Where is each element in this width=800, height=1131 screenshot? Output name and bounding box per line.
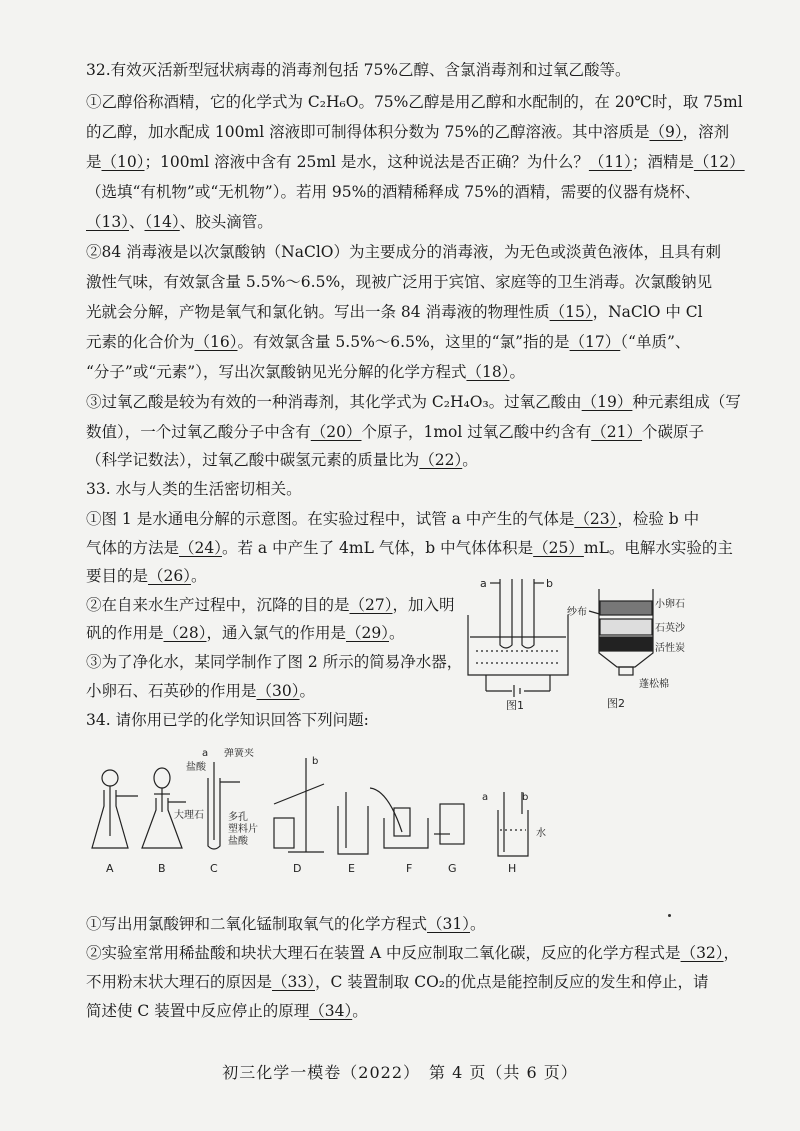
label-g: G xyxy=(448,862,457,875)
speck xyxy=(668,914,671,917)
text: 数值），一个过氧乙酸分子中含有 xyxy=(86,423,311,441)
blank-20: （20） xyxy=(310,423,362,441)
text: 光就会分解，产物是氧气和氯化钠。写出一条 84 消毒液的物理性质 xyxy=(86,303,550,321)
tube-f xyxy=(370,788,402,832)
text: ，C 装置制取 CO₂的优点是能控制反应的发生和停止，请 xyxy=(315,973,709,991)
blank-26: （26） xyxy=(148,567,191,585)
text: 个原子，1mol 过氧乙酸中约含有 xyxy=(361,423,592,441)
blank-13: （13） xyxy=(86,213,129,231)
q32-p1-line1: ①乙醇俗称酒精，它的化学式为 C₂H₆O。75%乙醇是用乙醇和水配制的，在 20℃时，取 75ml xyxy=(86,93,743,111)
text: 。 xyxy=(470,915,486,933)
text: 小卵石、石英砂的作用是 xyxy=(86,682,257,700)
q32-p3-line1 xyxy=(86,392,741,412)
q33-p3-line2 xyxy=(86,681,315,701)
text: ③过氧乙酸是较为有效的一种消毒剂，其化学式为 C₂H₄O₃。过氧乙酸由 xyxy=(86,393,582,411)
fig2-label-pebbles: 小卵石 xyxy=(655,599,685,610)
fig2-pebbles-layer xyxy=(600,601,652,615)
h-label-a: a xyxy=(482,792,489,803)
figure-2-purifier xyxy=(565,585,690,710)
fig2-label-carbon: 活性炭 xyxy=(655,643,685,654)
q33-p1-line3 xyxy=(86,566,207,586)
label-e: E xyxy=(348,862,355,875)
q34-apparatus-diagram xyxy=(88,748,648,880)
q34-p2-line1 xyxy=(86,943,739,963)
blank-22: （22） xyxy=(419,451,463,469)
text: （“单质”、 xyxy=(620,333,691,351)
q32-p1-line4: （选填“有机物”或“无机物”）。若用 95%的酒精稀释成 75%的酒精，需要的仪器有烧杯、 xyxy=(86,183,701,201)
blank-31: （31） xyxy=(427,915,470,933)
text: 。 xyxy=(191,567,207,585)
fig2-label-gauze: 纱布 xyxy=(567,607,587,618)
q33-p1-line2 xyxy=(86,538,733,558)
q33-p2-line2 xyxy=(86,623,405,643)
blank-33: （33） xyxy=(272,973,315,991)
h-label-b: b xyxy=(522,792,529,803)
page-footer: 初三化学一模卷（2022） 第 4 页（共 6 页） xyxy=(222,1063,578,1082)
text: 气体的方法是 xyxy=(86,539,180,557)
bottle-h xyxy=(498,810,528,856)
text: mL。电解水实验的主 xyxy=(583,539,733,557)
blank-10: （10） xyxy=(101,153,145,171)
q34-p2-line3 xyxy=(86,1001,368,1021)
apparatus-f xyxy=(370,788,428,875)
blank-30: （30） xyxy=(256,682,300,700)
fig1-tube-a xyxy=(500,579,512,648)
q32-p2-line5 xyxy=(86,362,525,382)
q32-p3-line2 xyxy=(86,422,704,442)
tube-d xyxy=(274,784,324,804)
q32-p2-line4 xyxy=(86,332,690,352)
burner-d xyxy=(274,818,294,848)
q33-title: 33. 水与人类的生活密切相关。 xyxy=(86,480,302,498)
bottle-e xyxy=(338,806,368,854)
text: 。 xyxy=(462,451,478,469)
fig2-label-sand: 石英沙 xyxy=(655,623,685,634)
text: 。 xyxy=(352,1002,368,1020)
text: ，加入明 xyxy=(392,596,455,614)
blank-17: （17） xyxy=(569,333,621,351)
c-label-a: a xyxy=(202,748,209,759)
text: ， xyxy=(723,944,740,962)
text: 的乙醇，加水配成 100ml 溶液即可制得体积分数为 75%的乙醇溶液。其中溶质是 xyxy=(86,123,650,141)
text: ；酒精是 xyxy=(631,153,694,171)
blank-27: （27） xyxy=(349,596,393,614)
trough-f xyxy=(384,818,428,848)
blank-18: （18） xyxy=(466,363,510,381)
text: 。 xyxy=(509,363,525,381)
c-label-plate2: 塑料片 xyxy=(228,824,258,835)
text: 。 xyxy=(389,624,405,642)
apparatus-d xyxy=(274,756,324,875)
fig1-caption: 图1 xyxy=(506,699,524,710)
text: ，NaClO 中 Cl xyxy=(592,303,703,321)
blank-9: （9） xyxy=(649,123,683,141)
q32-p1-line2 xyxy=(86,122,729,142)
c-label-acid-bottom: 盐酸 xyxy=(228,836,248,847)
q32-p2-line1: ②84 消毒液是以次氯酸钠（NaClO）为主要成分的消毒液，为无色或淡黄色液体，且具有刺 xyxy=(86,243,721,261)
blank-29: （29） xyxy=(346,624,389,642)
c-label-plate1: 多孔 xyxy=(228,812,248,823)
label-h: H xyxy=(508,862,517,875)
text: “分子”或“元素”），写出次氯酸钠见光分解的化学方程式 xyxy=(86,363,467,381)
text: ①图 1 是水通电分解的示意图。在实验过程中，试管 a 中产生的气体是 xyxy=(86,510,575,528)
text: ，检验 b 中 xyxy=(617,510,700,528)
label-b: B xyxy=(158,862,166,875)
q33-p1-line1 xyxy=(86,509,699,529)
text: 。有效氯含量 5.5%～6.5%，这里的“氯”指的是 xyxy=(237,333,570,351)
fig1-trough xyxy=(468,615,568,675)
text: 矾的作用是 xyxy=(86,624,164,642)
apparatus-c xyxy=(174,748,258,875)
text: 元素的化合价为 xyxy=(86,333,195,351)
d-label-b: b xyxy=(312,756,319,767)
c-label-clamp: 弹簧夹 xyxy=(224,748,254,759)
blank-11: （11） xyxy=(588,153,632,171)
fig1-label-b: b xyxy=(546,577,553,590)
text: 简述使 C 装置中反应停止的原理 xyxy=(86,1002,310,1020)
q32-p1-line3 xyxy=(86,152,745,172)
label-d: D xyxy=(293,862,302,875)
text: （科学记数法），过氧乙酸中碳氢元素的质量比为 xyxy=(86,451,420,469)
q32-title: 32.有效灭活新型冠状病毒的消毒剂包括 75%乙醇、含氯消毒剂和过氧乙酸等。 xyxy=(86,61,631,79)
fig1-tube-b xyxy=(522,579,534,648)
blank-34: （34） xyxy=(309,1002,353,1020)
blank-24: （24） xyxy=(179,539,222,557)
q33-p2-line1 xyxy=(86,595,455,615)
sep-funnel-b xyxy=(154,768,170,788)
text: 、胶头滴管。 xyxy=(179,213,273,231)
figure-1-electrolysis xyxy=(456,575,581,710)
q32-p2-line3 xyxy=(86,302,703,322)
blank-14: （14） xyxy=(144,213,180,231)
fig1-label-a: a xyxy=(480,577,487,590)
q34-p1 xyxy=(86,914,486,934)
c-label-marble: 大理石 xyxy=(174,810,204,821)
q34-p2-line2 xyxy=(86,972,709,992)
q32-p3-line3 xyxy=(86,450,478,470)
q32-p2-line2: 激性气味，有效氯含量 5.5%～6.5%，现被广泛用于宾馆、家庭等的卫生消毒。次氯酸钠见 xyxy=(86,273,713,291)
fig2-carbon-layer xyxy=(600,637,652,651)
label-a: A xyxy=(106,862,114,875)
fig2-outlet xyxy=(619,667,633,675)
blank-25: （25） xyxy=(533,539,584,557)
blank-19: （19） xyxy=(581,393,633,411)
h-label-water: 水 xyxy=(536,828,546,839)
text: 、 xyxy=(128,213,145,231)
blank-12: （12） xyxy=(693,153,745,171)
text: 要目的是 xyxy=(86,567,149,585)
q34-title: 34. 请你用已学的化学知识回答下列问题: xyxy=(86,711,369,729)
blank-23: （23） xyxy=(574,510,618,528)
text: ，通入氯气的作用是 xyxy=(206,624,347,642)
funnel-bulb-a xyxy=(102,770,118,786)
c-label-acid-top: 盐酸 xyxy=(186,762,206,773)
blank-21: （21） xyxy=(591,423,643,441)
label-c: C xyxy=(210,862,218,875)
text: 个碳原子 xyxy=(642,423,705,441)
fig2-label-cotton: 蓬松棉 xyxy=(639,679,669,690)
blank-16: （16） xyxy=(194,333,238,351)
blank-15: （15） xyxy=(549,303,593,321)
jar-g xyxy=(440,804,464,844)
fig2-sand-layer xyxy=(600,619,652,635)
text: ①写出用氯酸钾和二氧化锰制取氧气的化学方程式 xyxy=(86,915,428,933)
q32-p1-line5 xyxy=(86,212,273,232)
text: 是 xyxy=(86,153,102,171)
text: 。若 a 中产生了 4mL 气体，b 中气体体积是 xyxy=(222,539,534,557)
text: ；100ml 溶液中含有 25ml 是水，这种说法是否正确？为什么？ xyxy=(144,153,589,171)
text: ，溶剂 xyxy=(682,123,730,141)
blank-32: （32） xyxy=(680,944,724,962)
text: 。 xyxy=(299,682,316,700)
text: 种元素组成（写 xyxy=(632,393,741,411)
blank-28: （28） xyxy=(163,624,207,642)
apparatus-a xyxy=(92,770,138,875)
q33-p3-line1: ③为了净化水，某同学制作了图 2 所示的简易净水器， xyxy=(86,653,463,671)
apparatus-b xyxy=(142,768,186,875)
apparatus-e xyxy=(338,792,368,875)
apparatus-h xyxy=(482,792,546,875)
apparatus-g xyxy=(434,804,464,875)
label-f: F xyxy=(406,862,413,875)
text: ②实验室常用稀盐酸和块状大理石在装置 A 中反应制取二氧化碳，反应的化学方程式是 xyxy=(86,944,681,962)
text: ②在自来水生产过程中，沉降的目的是 xyxy=(86,596,350,614)
text: 不用粉末状大理石的原因是 xyxy=(86,973,273,991)
fig2-caption: 图2 xyxy=(607,697,625,710)
